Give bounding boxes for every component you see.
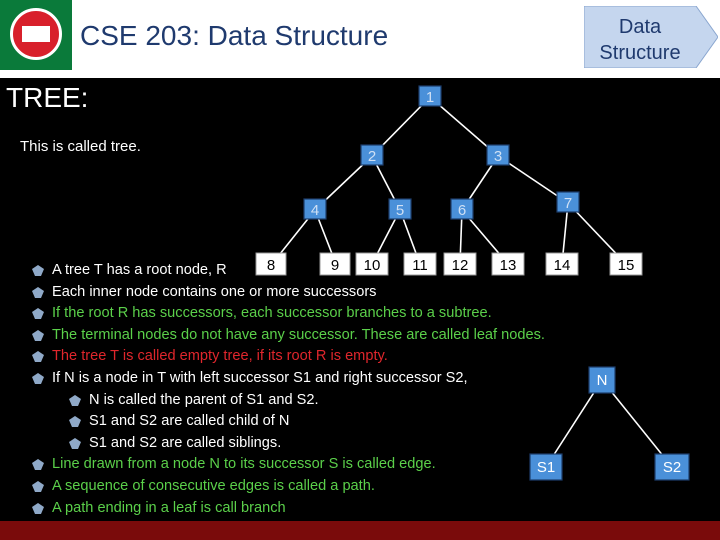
bullet-icon [69,438,81,449]
bullet-icon [69,395,81,406]
bullet-icon [32,287,44,298]
svg-text:S1: S1 [536,459,556,476]
bullet-icon [32,351,44,362]
bullet-icon [32,481,44,492]
svg-text:11: 11 [412,257,428,274]
svg-text:8: 8 [266,257,276,274]
bullet-item: If N is a node in T with left successor S1 and right successor S2, [52,370,468,386]
bullet-item: The terminal nodes do not have any successor. These are called leaf nodes. [52,327,545,343]
bullet-item: Each inner node contains one or more successors [52,284,376,300]
bullet-item: A sequence of consecutive edges is called a path. [52,478,375,494]
svg-text:4: 4 [310,202,320,219]
svg-text:10: 10 [363,257,381,274]
footer-bar [0,521,720,540]
section-title: TREE: [6,82,89,113]
tree-caption: This is called tree. [20,138,141,155]
svg-text:6: 6 [457,202,467,219]
bullet-icon [69,416,81,427]
svg-text:9: 9 [330,257,340,274]
bullet-item: If the root R has successors, each successor branches to a subtree. [52,305,492,321]
bullet-item: The tree T is called empty tree, if its root R is empty. [52,348,388,364]
bullet-icon [32,459,44,470]
svg-text:1: 1 [425,89,435,106]
bullet-icon [32,373,44,384]
bullet-icon [32,265,44,276]
bullet-item: Line drawn from a node N to its successor S is called edge. [52,456,436,472]
svg-text:15: 15 [617,257,635,274]
tag-line-1: Data [618,16,662,38]
bullet-item: A tree T has a root node, R [52,262,227,278]
sub-bullet-item: S1 and S2 are called child of N [89,413,289,429]
sub-bullet-item: S1 and S2 are called siblings. [89,435,281,451]
sub-bullet-item: N is called the parent of S1 and S2. [89,392,319,408]
bullet-icon [32,308,44,319]
svg-text:S2: S2 [662,459,682,476]
tag-line-2: Structure [599,42,681,64]
svg-text:13: 13 [499,257,517,274]
bullet-icon [32,330,44,341]
svg-text:N: N [596,372,608,389]
svg-text:14: 14 [553,257,571,274]
svg-text:12: 12 [451,257,469,274]
svg-text:5: 5 [395,202,405,219]
svg-text:7: 7 [563,195,573,212]
course-title: CSE 203: Data Structure [80,20,389,51]
svg-text:2: 2 [367,148,377,165]
svg-text:3: 3 [493,148,503,165]
bullet-icon [32,503,44,514]
bullet-item: A path ending in a leaf is call branch [52,500,286,516]
